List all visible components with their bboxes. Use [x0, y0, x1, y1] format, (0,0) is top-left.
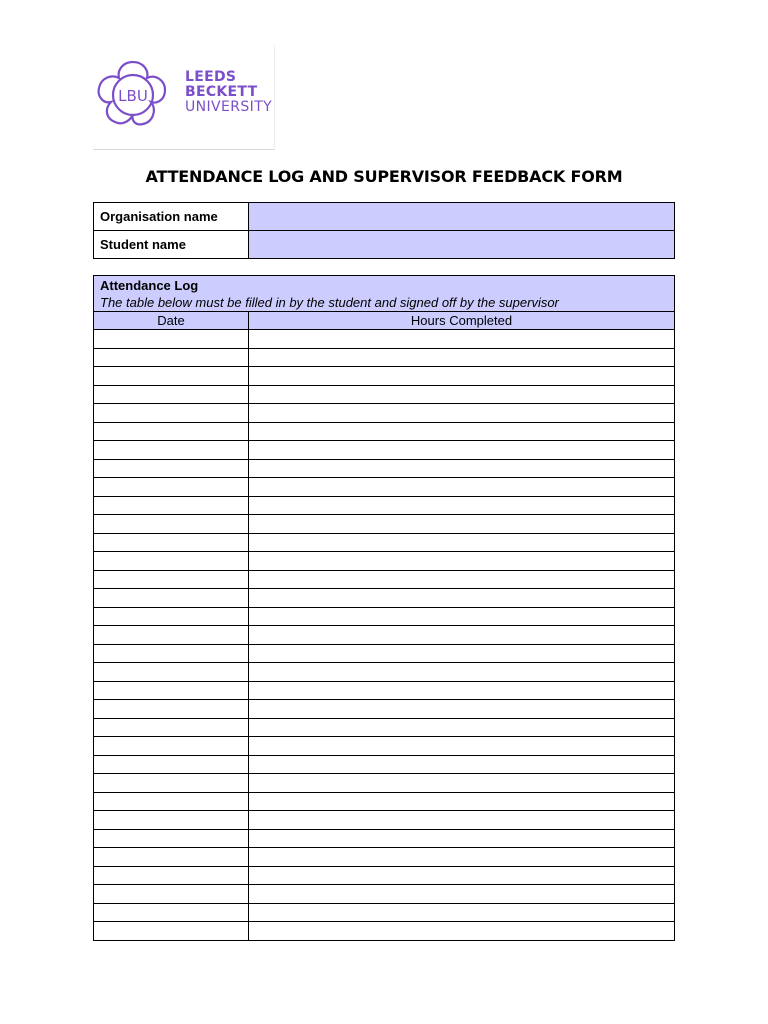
table-row [94, 570, 675, 589]
table-row [94, 885, 675, 904]
column-header-date: Date [94, 312, 249, 330]
date-cell[interactable] [94, 441, 249, 460]
hours-completed-cell[interactable] [249, 922, 675, 941]
table-row [94, 422, 675, 441]
date-cell[interactable] [94, 570, 249, 589]
hours-completed-cell[interactable] [249, 330, 675, 349]
table-row [94, 681, 675, 700]
table-row [94, 385, 675, 404]
date-cell[interactable] [94, 422, 249, 441]
hours-completed-cell[interactable] [249, 422, 675, 441]
date-cell[interactable] [94, 607, 249, 626]
date-cell[interactable] [94, 385, 249, 404]
university-logo [93, 46, 275, 150]
logo-line-3: UNIVERSITY [185, 99, 273, 115]
table-row [94, 459, 675, 478]
date-cell[interactable] [94, 737, 249, 756]
date-cell[interactable] [94, 866, 249, 885]
date-cell[interactable] [94, 829, 249, 848]
table-row [94, 866, 675, 885]
hours-completed-cell[interactable] [249, 829, 675, 848]
table-row [94, 829, 675, 848]
date-cell[interactable] [94, 515, 249, 534]
attendance-log-instruction: The table below must be filled in by the student and signed off by the supervisor [100, 295, 559, 310]
hours-completed-cell[interactable] [249, 626, 675, 645]
date-cell[interactable] [94, 885, 249, 904]
column-header-row [94, 312, 675, 330]
hours-completed-cell[interactable] [249, 681, 675, 700]
hours-completed-cell[interactable] [249, 385, 675, 404]
table-row [94, 644, 675, 663]
hours-completed-cell[interactable] [249, 589, 675, 608]
hours-completed-cell[interactable] [249, 478, 675, 497]
logo-monogram: LBU [118, 87, 148, 105]
date-cell[interactable] [94, 459, 249, 478]
student-name-field[interactable] [249, 231, 675, 259]
date-cell[interactable] [94, 681, 249, 700]
hours-completed-cell[interactable] [249, 700, 675, 719]
hours-completed-cell[interactable] [249, 848, 675, 867]
table-row [94, 792, 675, 811]
hours-completed-cell[interactable] [249, 792, 675, 811]
hours-completed-cell[interactable] [249, 459, 675, 478]
table-row [94, 737, 675, 756]
organisation-name-label: Organisation name [94, 203, 249, 231]
info-row-organisation [94, 203, 675, 231]
hours-completed-cell[interactable] [249, 903, 675, 922]
table-row [94, 774, 675, 793]
table-row [94, 903, 675, 922]
table-row [94, 811, 675, 830]
date-cell[interactable] [94, 552, 249, 571]
table-row [94, 515, 675, 534]
table-row [94, 589, 675, 608]
date-cell[interactable] [94, 404, 249, 423]
hours-completed-cell[interactable] [249, 774, 675, 793]
hours-completed-cell[interactable] [249, 718, 675, 737]
table-row [94, 755, 675, 774]
date-cell[interactable] [94, 903, 249, 922]
logo-wordmark [185, 70, 272, 115]
page-title: ATTENDANCE LOG AND SUPERVISOR FEEDBACK FORM [145, 167, 623, 186]
column-header-hours: Hours Completed [249, 312, 675, 330]
logo-line-2: BECKETT [185, 84, 258, 100]
hours-completed-cell[interactable] [249, 644, 675, 663]
table-row [94, 533, 675, 552]
hours-completed-cell[interactable] [249, 885, 675, 904]
table-row [94, 552, 675, 571]
table-row [94, 441, 675, 460]
table-row [94, 607, 675, 626]
date-cell[interactable] [94, 922, 249, 941]
attendance-log-table [93, 275, 675, 941]
date-cell[interactable] [94, 792, 249, 811]
rose-emblem-icon [93, 56, 173, 136]
logo-line-1: LEEDS [185, 69, 237, 85]
date-cell[interactable] [94, 811, 249, 830]
date-cell[interactable] [94, 700, 249, 719]
date-cell[interactable] [94, 496, 249, 515]
date-cell[interactable] [94, 367, 249, 386]
attendance-log-heading: Attendance Log [100, 278, 199, 293]
date-cell[interactable] [94, 330, 249, 349]
table-row [94, 404, 675, 423]
hours-completed-cell[interactable] [249, 737, 675, 756]
table-row [94, 330, 675, 349]
organisation-name-field[interactable] [249, 203, 675, 231]
table-row [94, 478, 675, 497]
hours-completed-cell[interactable] [249, 755, 675, 774]
hours-completed-cell[interactable] [249, 866, 675, 885]
date-cell[interactable] [94, 755, 249, 774]
date-cell[interactable] [94, 644, 249, 663]
info-row-student [94, 231, 675, 259]
table-row [94, 700, 675, 719]
info-table [93, 202, 675, 259]
hours-completed-cell[interactable] [249, 663, 675, 682]
date-cell[interactable] [94, 533, 249, 552]
table-row [94, 922, 675, 941]
table-row [94, 848, 675, 867]
date-cell[interactable] [94, 348, 249, 367]
table-row [94, 718, 675, 737]
student-name-label: Student name [94, 231, 249, 259]
table-row [94, 348, 675, 367]
hours-completed-cell[interactable] [249, 367, 675, 386]
date-cell[interactable] [94, 718, 249, 737]
hours-completed-cell[interactable] [249, 496, 675, 515]
table-row [94, 663, 675, 682]
hours-completed-cell[interactable] [249, 607, 675, 626]
table-row [94, 496, 675, 515]
date-cell[interactable] [94, 663, 249, 682]
hours-completed-cell[interactable] [249, 348, 675, 367]
hours-completed-cell[interactable] [249, 515, 675, 534]
hours-completed-cell[interactable] [249, 404, 675, 423]
date-cell[interactable] [94, 589, 249, 608]
hours-completed-cell[interactable] [249, 533, 675, 552]
table-row [94, 367, 675, 386]
attendance-log-header-row [94, 276, 675, 312]
date-cell[interactable] [94, 774, 249, 793]
attendance-log-header [94, 276, 675, 312]
table-row [94, 626, 675, 645]
hours-completed-cell[interactable] [249, 552, 675, 571]
date-cell[interactable] [94, 478, 249, 497]
date-cell[interactable] [94, 848, 249, 867]
hours-completed-cell[interactable] [249, 441, 675, 460]
hours-completed-cell[interactable] [249, 811, 675, 830]
hours-completed-cell[interactable] [249, 570, 675, 589]
date-cell[interactable] [94, 626, 249, 645]
